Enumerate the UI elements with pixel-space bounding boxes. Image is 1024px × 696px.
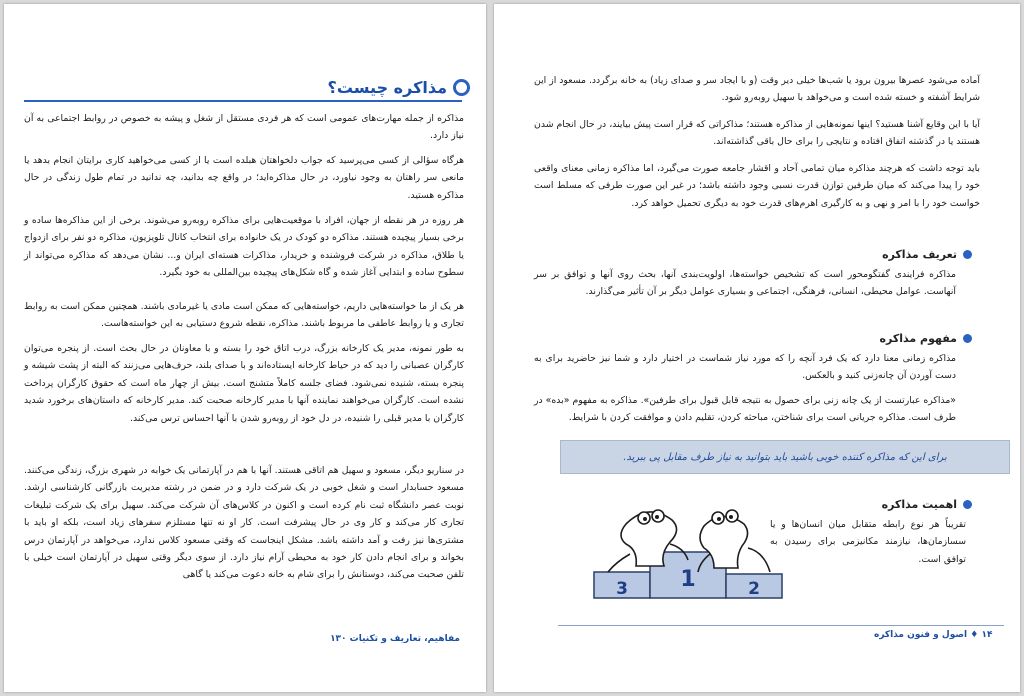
footer-rule [558,625,1004,626]
paragraph: مذاکره زمانی معنا دارد که یک فرد آنچه را که مورد نیاز شماست در اختیار دارد و شما نیز حاضرید برای به دست آوردن آن چانه‌زنی کنید و بالعکس. [534,353,956,382]
left-page [4,4,486,692]
podium-number-2: 2 [748,579,760,599]
paragraph: تقریباً هر نوع رابطه متقابل میان انسان‌ها و یا سسازمان‌ها، نیازمند مکانیزمی برای رسیدن به توافق است. [770,519,966,565]
bullet-dot-icon [963,334,972,343]
section-heading-what-is-negotiation [328,78,470,97]
paragraph: آیا با این وقایع آشنا هستید؟ اینها نمونه‌هایی از مذاکره هستند؛ مذاکراتی که قرار است پیش بیایند، در حال انجام شدن هستند یا در گذشته اتفاق افتاده و نتایجی را برای حال باقی گذاشته‌اند. [534,119,980,148]
paragraph: هر روزه در هر نقطه از جهان، افراد با موقعیت‌هایی برای مذاکره روبه‌رو می‌شوند. برخی از این مذاکره‌ها ساده و برخی بسیار پیچیده هستند. مذاکره دو کودک در یک خانواده برای انتخاب کانال تلویزیون، مذاکره دو نفر برای ازدواج یا طلاق، مذاکره در شرکت فروشنده و خریدار، مذاکرات هسته‌ای ایران و... نشان می‌دهد که مذاکره می‌تواند از سطوح ساده و ابتدایی آغاز شده و گاه شکل‌های پیچیده بین‌المللی به خود بگیرد. [24,215,464,279]
paragraph: هرگاه سؤالی از کسی می‌پرسید که جواب دلخواهتان هبلده است یا از کسی می‌خواهید کاری برایتان انجام بدهد یا مانعی سر راهتان به وجود نیاورد، در حال مذاکره‌اید؛ در واقع چه بدانید، چه ندانید در تمام طول زندگی در حال مذاکره هستید. [24,155,464,201]
paragraph: «مذاکره عبارتست از یک چانه زنی برای حصول به نتیجه قابل قبول برای طرفین». مذاکره به مفهوم «بده» در طرف است. مذاکره جریانی است برای شناختن، مباحثه کردن، تقلیم دادن و موافقت کردن با شرایط. [534,395,956,424]
paragraph: باید توجه داشت که هرچند مذاکره میان تمامی آحاد و اقشار جامعه صورت می‌گیرد، اما مذاکره زمانی معنای واقعی خود را پیدا می‌کند که میان طرفین توازن قدرت نسبی وجود داشته باشد؛ در غیر این صورت طرفی که مسلط است خواست خود را با امر و نهی و به کارگیری اهرم‌های قدرت خود به دیگری تحمیل خواهد کرد. [534,163,980,209]
podium-number-3: 3 [616,579,628,599]
highlight-note-box [560,440,1010,474]
heading-text: مفهوم مذاکره [879,332,957,345]
right-page [494,4,1020,692]
podium-number-1: 1 [680,567,696,592]
bullet-dot-icon [963,250,972,259]
page-footer: مفاهیم، تعاریف و تکنیات ۱۳۰ [330,634,460,644]
section-heading-importance [882,498,972,511]
heading-text: اهمیت مذاکره [881,498,957,511]
paragraph: مذاکره فرایندی گفتگومحور است که تشخیص خواسته‌ها، اولویت‌بندی آنها، بحث روی آنها و توافق بر سر آنهاست. عوامل محیطی، انسانی، فرهنگی، اجتماعی و بسیاری عوامل دیگر بر آن تأثیر می‌گذارند. [534,269,956,298]
podium-cartoon-illustration [586,496,796,602]
paragraph: در سناریو دیگر، مسعود و سهیل هم اتاقی هستند. آنها با هم در آپارتمانی یک خوابه در شهری بزرگ، زندگی می‌کنند. مسعود حسابدار است و شغل خوبی در یک شرکت دارد و در ضمن در رشته مدیریت بازرگانی کارشناسی ارشد. نوبت عصر دانشگاه ثبت نام کرده است و اکنون در کلاس‌های آن شرکت می‌کند. سهیل برای یک شرکت تبلیغات تجاری کار می‌کند و کار وی در حال پیشرفت است. کار او نه تنها مستلزم سفرهای زیاد است، بلکه او باید با مشتری‌ها نیز رفت و آمد داشته باشد. مشکل اینجاست که وقتی مسعود کلاس ندارد، می‌خواهد در آپارتمان درس بخواند و برای انجام دادن کار خود به محیطی آرام نیاز دارد. از سوی دیگر وقتی سهیل در آپارتمان است خیلی با تلفن صحبت می‌کند، دوستانش را برای شام به خانه دعوت می‌کند یا گاهی [24,465,464,581]
bullet-dot-icon [963,500,972,509]
section-heading-concept [880,332,972,345]
paragraph: مذاکره از جمله مهارت‌های عمومی است که هر فردی مستقل از شغل و پیشه به خصوص در روابط اجتماعی به آن نیاز دارد. [24,113,464,142]
section-heading-definition [882,248,972,261]
heading-text: مذاکره چیست؟ [327,78,447,97]
heading-ring-icon [453,79,470,96]
page-footer: ۱۴ ♦ اصول و فنون مذاکره [874,630,993,640]
paragraph: به طور نمونه، مدیر یک کارخانه بزرگ، درب اتاق خود را بسته و با معاونان در حال بحث است. از پنجره می‌توان کارگران عصبانی را دید که در حیاط کارخانه ایستاده‌اند و با صدای بلند، حرف‌هایی می‌زنند که البته از پشت شیشه و پنجره بسته، شنیده نمی‌شود. فضای جلسه کاملاً متشنج است. بیش از چهار ماه است که حقوق کارگران پرداخت نشده است. کارگران می‌خواهند نماینده آنها با مدیر کارخانه صحبت کند. مدیر کارخانه که داستان‌های برخورد شدید کارگران با مدیر قبلی را شنیده، در دل خود از روبه‌رو شدن با آنها احساس ترس می‌کند. [24,343,464,424]
paragraph: هر یک از ما خواسته‌هایی داریم، خواسته‌هایی که ممکن است مادی یا غیرمادی باشند. همچنین ممکن است به روابط تجاری و یا روابط عاطفی ما مربوط باشند. مذاکره، نقطه شروع دستیابی به این خواسته‌هاست. [24,301,464,330]
heading-text: تعریف مذاکره [882,248,957,261]
paragraph: آماده می‌شود عصرها بیرون برود یا شب‌ها خیلی دیر وقت (و با ایجاد سر و صدای زیاد) به خانه برگردد. مسعود از این شرایط آشفته و خسته شده است و می‌خواهد با سهیل روبه‌رو شود. [534,75,980,104]
heading-underline [24,100,462,102]
note-text: برای این که مذاکره کننده خوبی باشید باید بتوانید به نیاز طرف مقابل پی ببرید. [623,451,947,463]
